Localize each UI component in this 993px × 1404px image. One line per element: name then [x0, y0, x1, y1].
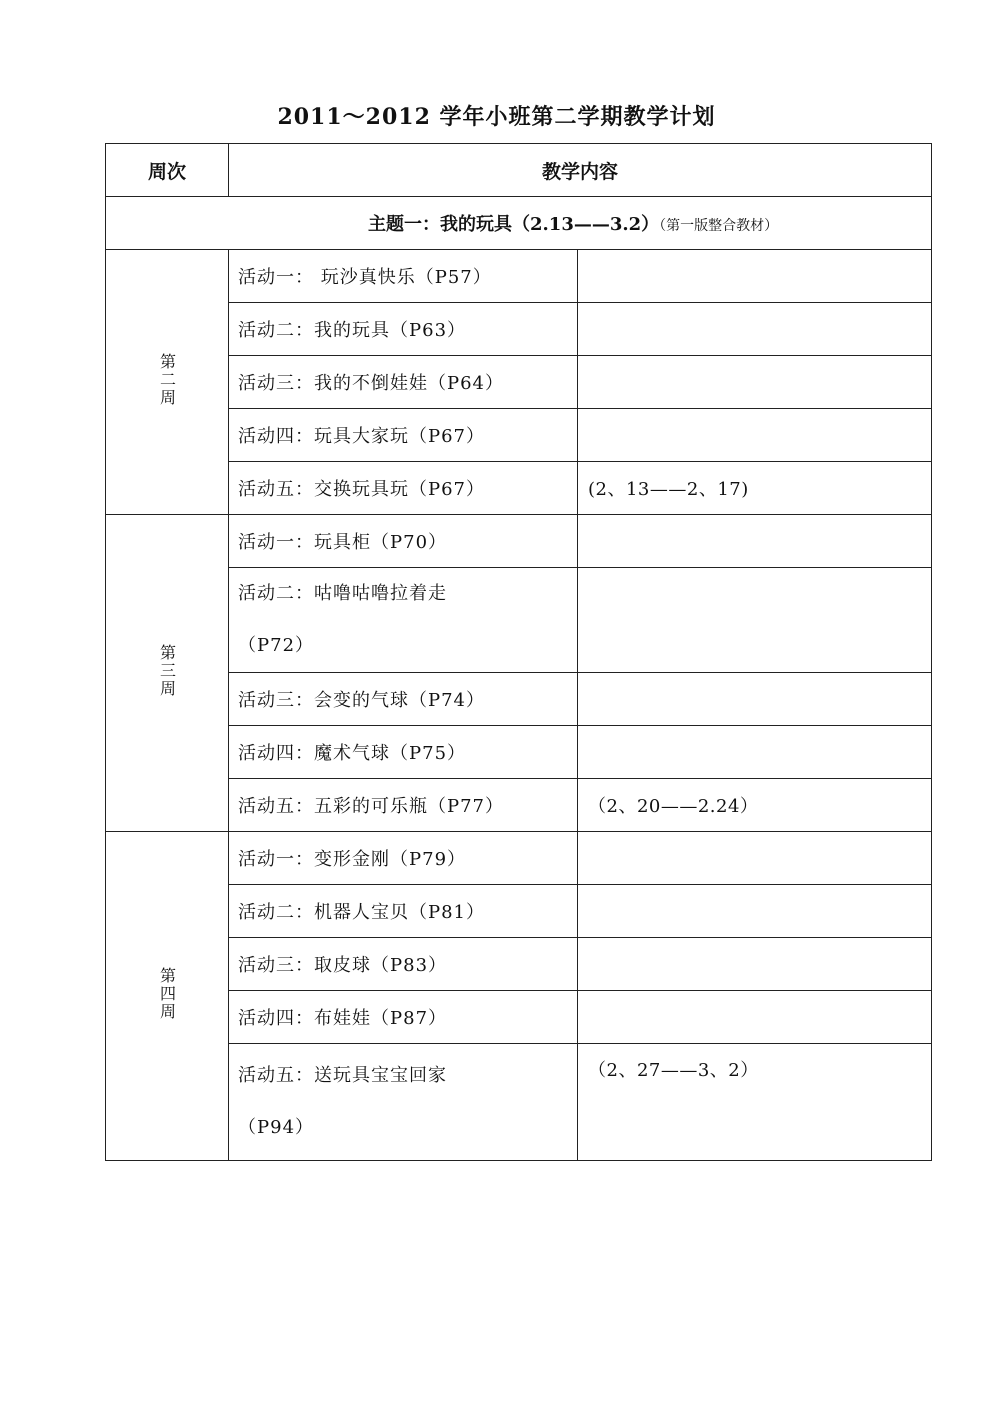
- date-cell: [578, 303, 932, 356]
- activity-cell: [229, 1044, 578, 1161]
- activity-cell: [229, 568, 578, 673]
- table-row: [106, 515, 932, 568]
- table-row: [106, 250, 932, 303]
- activity-cell: 活动四：布娃娃（P87）: [229, 991, 578, 1044]
- page-title: 2011～2012 学年小班第二学期教学计划: [277, 104, 716, 130]
- week-label: 第二周: [157, 353, 177, 407]
- header-content: 教学内容: [229, 144, 932, 197]
- table-row: [106, 673, 932, 726]
- activity-line2: （P94）: [238, 1117, 315, 1138]
- date-cell: [578, 250, 932, 303]
- table-row: [106, 568, 932, 673]
- table-row: [106, 409, 932, 462]
- date-cell: [578, 885, 932, 938]
- activity-cell: 活动二：机器人宝贝（P81）: [229, 885, 578, 938]
- teaching-plan-table: [105, 143, 932, 1161]
- date-cell: [578, 832, 932, 885]
- date-cell: [578, 568, 932, 673]
- activity-cell: 活动四：魔术气球（P75）: [229, 726, 578, 779]
- date-cell: [578, 515, 932, 568]
- activity-cell: 活动一： 玩沙真快乐（P57）: [229, 250, 578, 303]
- date-cell: （2、20——2.24）: [578, 779, 932, 832]
- activity-cell: 活动三：会变的气球（P74）: [229, 673, 578, 726]
- date-cell: [578, 356, 932, 409]
- activity-line1: 活动二：咕噜咕噜拉着走: [238, 583, 447, 604]
- theme-row: [106, 197, 932, 250]
- theme-note: （第一版整合教材）: [659, 218, 779, 234]
- date-cell: (2、13——2、17): [578, 462, 932, 515]
- activity-cell: 活动三：我的不倒娃娃（P64）: [229, 356, 578, 409]
- table-row: [106, 991, 932, 1044]
- activity-cell: 活动五：交换玩具玩（P67）: [229, 462, 578, 515]
- table-row: [106, 1044, 932, 1161]
- date-cell: （2、27——3、2）: [578, 1044, 932, 1161]
- activity-cell: 活动四：玩具大家玩（P67）: [229, 409, 578, 462]
- week-cell: [106, 515, 229, 832]
- date-cell: [578, 409, 932, 462]
- week-cell: [106, 832, 229, 1161]
- week-label: 第三周: [157, 644, 177, 698]
- table-row: [106, 885, 932, 938]
- date-cell: [578, 938, 932, 991]
- date-cell: [578, 726, 932, 779]
- table-row: [106, 832, 932, 885]
- activity-cell: 活动一：变形金刚（P79）: [229, 832, 578, 885]
- table-row: [106, 938, 932, 991]
- date-cell: [578, 991, 932, 1044]
- table-row: [106, 462, 932, 515]
- activity-line2: （P72）: [238, 635, 315, 656]
- week-label: 第四周: [157, 967, 177, 1021]
- table-row: [106, 779, 932, 832]
- table-row: [106, 726, 932, 779]
- table-row: [106, 356, 932, 409]
- header-row: [106, 144, 932, 197]
- activity-line1: 活动五：送玩具宝宝回家: [238, 1065, 447, 1086]
- activity-cell: 活动二：我的玩具（P63）: [229, 303, 578, 356]
- week-cell: [106, 250, 229, 515]
- theme-label: 主题一：我的玩具（2.13——3.2）: [368, 214, 660, 235]
- activity-cell: 活动三：取皮球（P83）: [229, 938, 578, 991]
- activity-cell: 活动一：玩具柜（P70）: [229, 515, 578, 568]
- table-row: [106, 303, 932, 356]
- activity-cell: 活动五：五彩的可乐瓶（P77）: [229, 779, 578, 832]
- date-cell: [578, 673, 932, 726]
- header-week: 周次: [106, 144, 229, 197]
